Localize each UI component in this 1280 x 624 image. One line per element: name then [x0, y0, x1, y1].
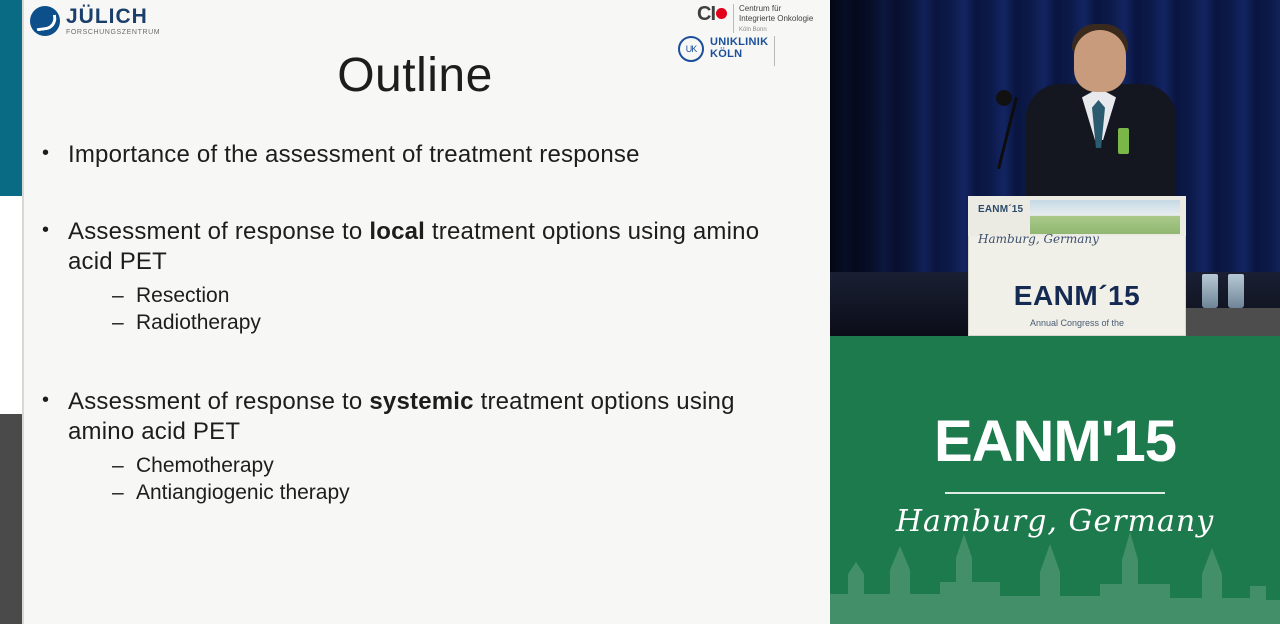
- cio-logo-letters: CI: [697, 3, 715, 25]
- cio-logo-line2: Integrierte Onkologie: [739, 14, 814, 23]
- sub-bullet-marker: –: [112, 284, 124, 308]
- bullet-item: [42, 387, 802, 448]
- sub-bullet-item: [112, 309, 802, 336]
- sub-bullet-item: [112, 452, 802, 479]
- video-pane: [830, 0, 1280, 624]
- bullet-marker: •: [42, 388, 50, 411]
- sub-bullet-marker: –: [112, 481, 124, 505]
- spacer: [42, 375, 802, 387]
- bullet-marker: •: [42, 218, 50, 241]
- uniklinik-logo-line2: KÖLN: [710, 48, 743, 60]
- slide-body: [42, 140, 802, 507]
- bullet-text: Assessment of response to local treatment options using amino acid PET: [68, 217, 760, 276]
- hamburg-skyline-icon: [830, 474, 1280, 624]
- bullet-text: Importance of the assessment of treatment response: [68, 141, 640, 168]
- sub-bullet-marker: –: [112, 311, 124, 335]
- cio-logo-text: [733, 4, 813, 33]
- spacer: [42, 337, 802, 375]
- table-edge: [1186, 308, 1280, 336]
- speaker-video[interactable]: [830, 0, 1280, 336]
- sub-bullet-marker: –: [112, 454, 124, 478]
- sub-bullet-text: Antiangiogenic therapy: [136, 481, 350, 505]
- uniklinik-logo-line1: UNIKLINIK: [710, 36, 769, 49]
- juelich-logo: [30, 6, 160, 36]
- slide-edge-accent-dark: [0, 414, 22, 624]
- spacer: [42, 171, 802, 217]
- cio-logo-line1: Centrum für: [739, 4, 782, 13]
- lectern-banner-image: [1030, 200, 1180, 234]
- lectern-title-text: EANM´15: [1013, 280, 1141, 311]
- cio-logo-mark: [697, 4, 728, 24]
- sub-bullet-text: Radiotherapy: [136, 311, 261, 335]
- bullet-item: [42, 140, 802, 171]
- cio-logo: [697, 4, 813, 33]
- water-bottle: [1228, 274, 1244, 308]
- sub-bullet-text: Chemotherapy: [136, 454, 274, 478]
- bullet-marker: •: [42, 142, 50, 164]
- cio-dot-icon: [716, 8, 727, 19]
- event-branding-panel: [830, 336, 1280, 624]
- juelich-logo-name: JÜLICH: [66, 5, 148, 28]
- slide-title: Outline: [337, 49, 493, 102]
- juelich-swoosh-icon: [30, 6, 60, 36]
- microphone-icon: [996, 90, 1012, 106]
- slide-edge-accent-gray: [0, 196, 22, 396]
- bullet-text: Assessment of response to systemic treatment options using amino acid PET: [68, 387, 735, 446]
- eanm-city-text: Hamburg, Germany: [895, 504, 1215, 539]
- eanm-divider: [945, 492, 1165, 494]
- water-bottle: [1202, 274, 1218, 308]
- lectern-subtitle-text: Annual Congress of the: [1029, 318, 1125, 328]
- juelich-logo-text: [66, 6, 160, 36]
- sub-bullet-item: [112, 282, 802, 309]
- cio-logo-line3: Köln Bonn: [739, 27, 767, 33]
- sub-bullet-text: Resection: [136, 284, 230, 308]
- sub-bullet-item: [112, 479, 802, 506]
- speaker-head: [1074, 30, 1126, 92]
- bullet-item: [42, 217, 802, 278]
- juelich-logo-subtitle: FORSCHUNGSZENTRUM: [66, 29, 161, 36]
- uniklinik-seal-icon: UK: [678, 36, 704, 62]
- lectern-script-text: Hamburg, Germany: [978, 232, 1099, 246]
- lectern-logo-text: EANM´15: [978, 204, 1024, 215]
- speaker-badge: [1118, 128, 1129, 154]
- eanm-logo-text: EANM'15: [933, 409, 1177, 474]
